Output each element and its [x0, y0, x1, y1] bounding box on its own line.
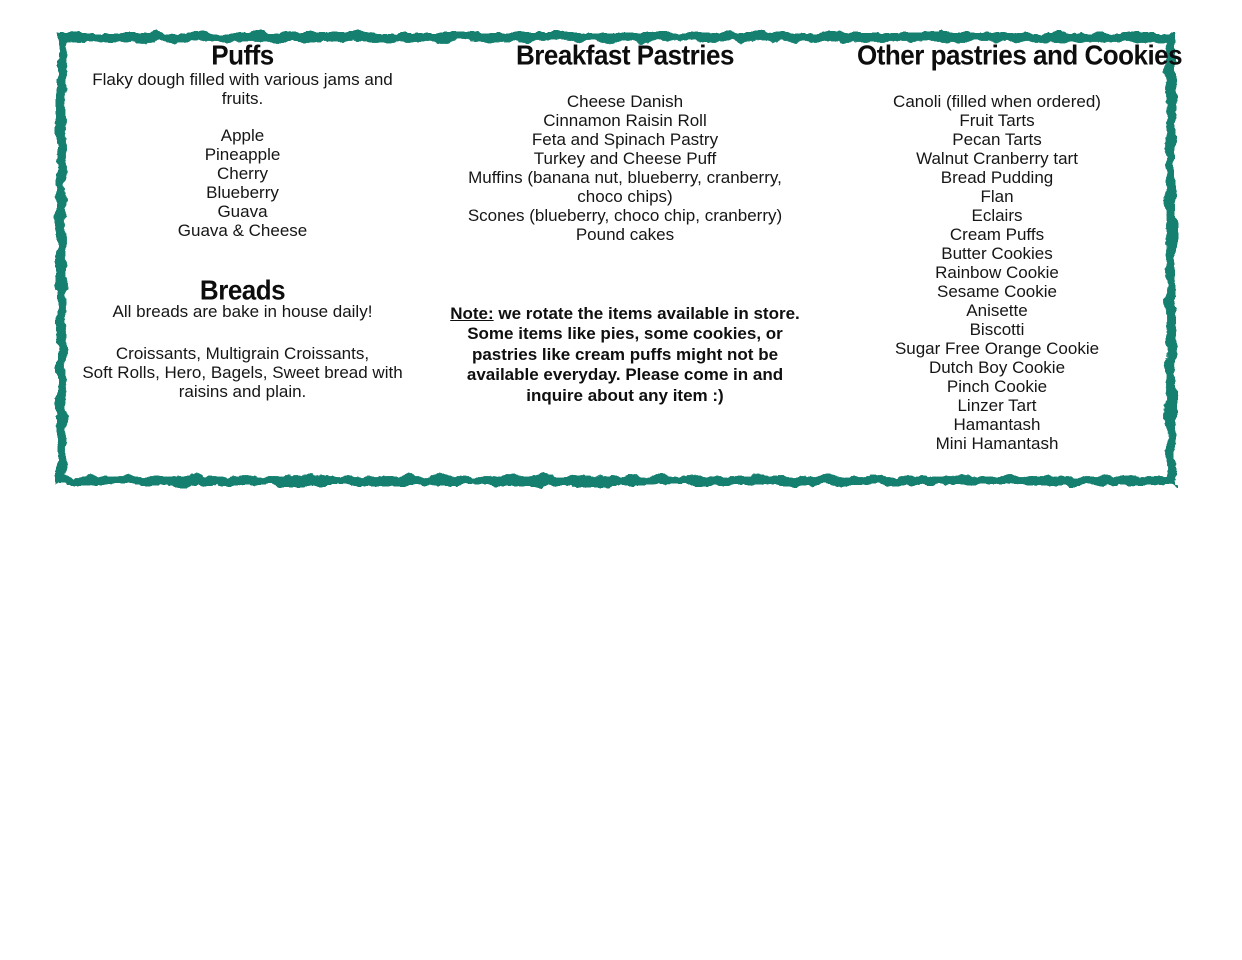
breads-description: All breads are bake in house daily! — [112, 302, 373, 321]
rotation-note — [425, 304, 825, 406]
menu-item: Blueberry — [206, 183, 279, 202]
menu-item: Canoli (filled when ordered) — [893, 92, 1101, 111]
menu-item: Walnut Cranberry tart — [916, 149, 1078, 168]
breads-heading: Breads — [199, 274, 286, 306]
menu-item: Guava — [217, 202, 268, 221]
menu-item: Linzer Tart — [957, 396, 1037, 415]
menu-card — [52, 28, 1183, 490]
menu-item: Cinnamon Raisin Roll — [543, 111, 707, 130]
puffs-description — [70, 70, 415, 108]
menu-item: Turkey and Cheese Puff — [533, 149, 717, 168]
menu-item: Flan — [980, 187, 1014, 206]
note-line: pastries like cream puffs might not be — [471, 344, 779, 364]
menu-item: Anisette — [966, 301, 1028, 320]
menu-item: Cream Puffs — [949, 225, 1045, 244]
menu-item: Cherry — [216, 164, 268, 183]
note-line: Some items like pies, some cookies, or — [467, 324, 783, 344]
menu-item: Hamantash — [953, 415, 1041, 434]
menu-item: Cheese Danish — [566, 92, 684, 111]
menu-item: Apple — [220, 126, 265, 145]
menu-item: Fruit Tarts — [959, 111, 1035, 130]
description-line: fruits. — [221, 89, 264, 108]
breads-line: raisins and plain. — [178, 382, 307, 401]
menu-item: Biscotti — [969, 320, 1025, 339]
puffs-heading: Puffs — [211, 39, 274, 71]
menu-item: Pineapple — [204, 145, 281, 164]
breads-line: Croissants, Multigrain Croissants, — [115, 344, 370, 363]
menu-item: Sugar Free Orange Cookie — [894, 339, 1100, 358]
other-pastries-heading: Other pastries and Cookies — [857, 39, 1183, 71]
menu-item: Butter Cookies — [941, 244, 1053, 263]
menu-item: Scones (blueberry, choco chip, cranberry) — [467, 206, 783, 225]
menu-item: Guava & Cheese — [177, 221, 308, 240]
menu-item: Muffins (banana nut, blueberry, cranberry, choco chips) — [468, 168, 782, 206]
description-line: Flaky dough filled with various jams and — [92, 70, 393, 89]
menu-item: Rainbow Cookie — [935, 263, 1059, 282]
menu-item: Eclairs — [971, 206, 1023, 225]
puffs-item-list — [70, 126, 415, 240]
other-pastries-item-list — [857, 92, 1137, 453]
menu-item: Dutch Boy Cookie — [928, 358, 1066, 377]
note-line: inquire about any item :) — [526, 385, 724, 405]
breads-item-list — [70, 344, 415, 401]
menu-item: Pound cakes — [575, 225, 675, 244]
menu-item: Bread Pudding — [940, 168, 1054, 187]
breads-line: Soft Rolls, Hero, Bagels, Sweet bread with — [82, 363, 403, 382]
menu-item: Feta and Spinach Pastry — [531, 130, 719, 149]
note-label: Note: — [450, 304, 494, 323]
note-first-line-text: we rotate the items available in store. — [498, 304, 800, 323]
menu-item: Pecan Tarts — [952, 130, 1042, 149]
menu-item: Sesame Cookie — [936, 282, 1057, 301]
breakfast-pastries-heading: Breakfast Pastries — [516, 39, 734, 71]
menu-item: Pinch Cookie — [946, 377, 1048, 396]
menu-item: Mini Hamantash — [935, 434, 1059, 453]
note-line — [425, 304, 825, 324]
breakfast-pastries-item-list — [450, 92, 800, 244]
note-lines — [425, 324, 825, 406]
note-line: available everyday. Please come in and — [466, 365, 784, 385]
